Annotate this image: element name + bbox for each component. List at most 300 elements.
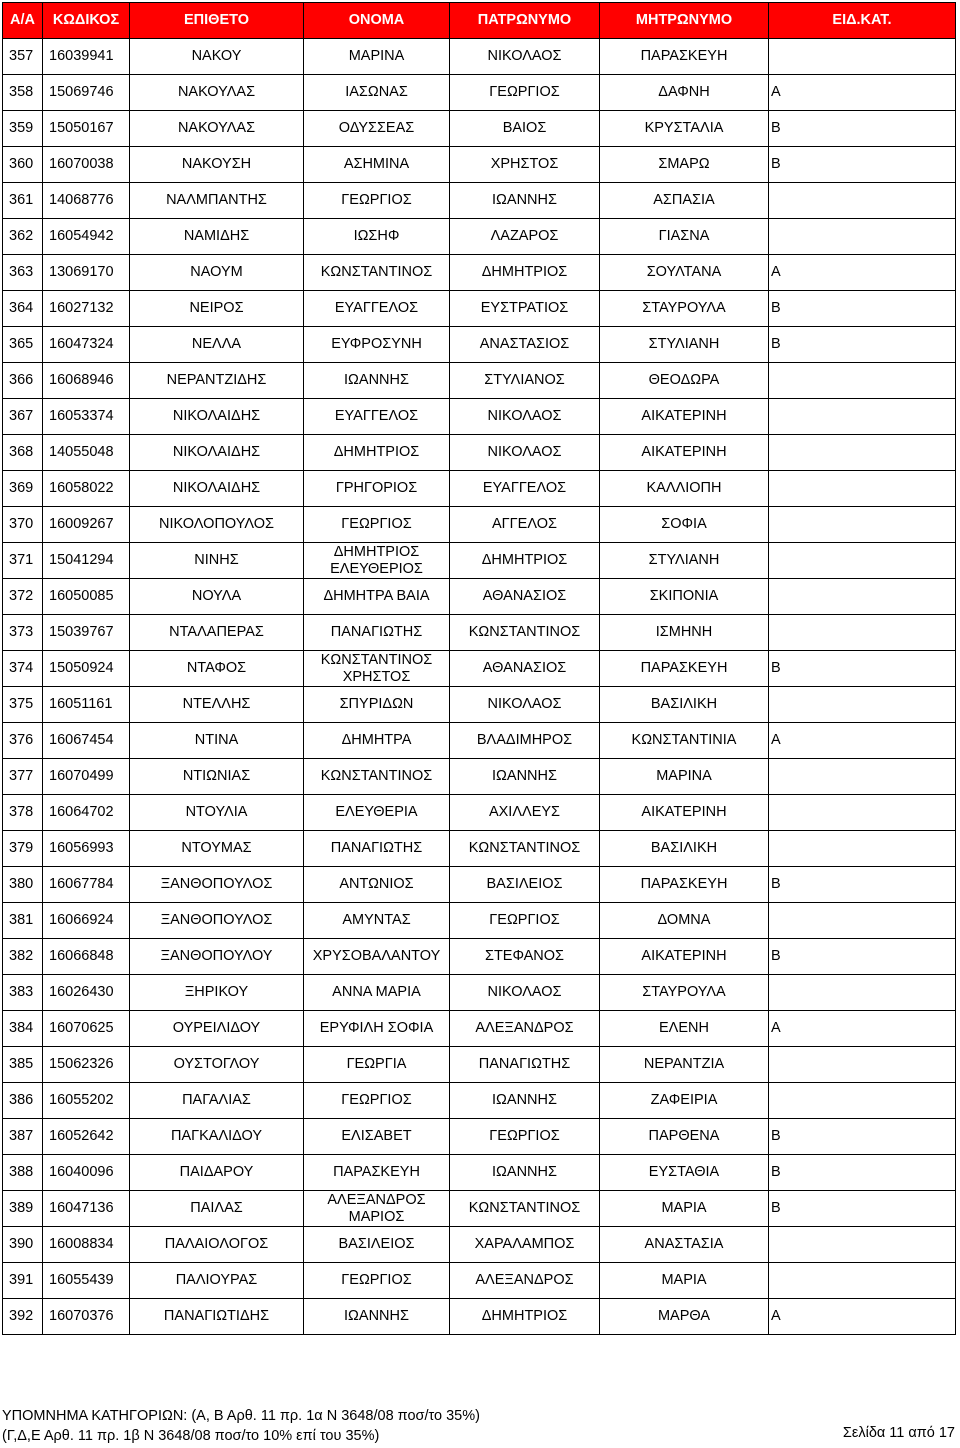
cell-code: 16053374 xyxy=(43,399,130,435)
cell-special-category xyxy=(769,363,956,399)
table-row xyxy=(3,795,956,831)
header-mother-name: ΜΗΤΡΩΝΥΜΟ xyxy=(600,3,769,39)
cell-code: 16026430 xyxy=(43,975,130,1011)
cell-mother-name: ΠΑΡΑΣΚΕΥΗ xyxy=(600,651,769,687)
cell-aa: 373 xyxy=(3,615,43,651)
header-first-name: ΟΝΟΜΑ xyxy=(304,3,450,39)
cell-first-name: ΓΕΩΡΓΙΟΣ xyxy=(304,1083,450,1119)
cell-father-name: ΔΗΜΗΤΡΙΟΣ xyxy=(450,543,600,579)
cell-first-name: ΓΕΩΡΓΙΟΣ xyxy=(304,1263,450,1299)
cell-mother-name: ΑΙΚΑΤΕΡΙΝΗ xyxy=(600,939,769,975)
cell-father-name: ΝΙΚΟΛΑΟΣ xyxy=(450,435,600,471)
cell-code: 16067454 xyxy=(43,723,130,759)
cell-aa: 390 xyxy=(3,1227,43,1263)
cell-mother-name: ΠΑΡΑΣΚΕΥΗ xyxy=(600,867,769,903)
table-row xyxy=(3,1263,956,1299)
table-row xyxy=(3,759,956,795)
cell-special-category: Β xyxy=(769,1191,956,1227)
cell-mother-name: ΣΤΥΛΙΑΝΗ xyxy=(600,543,769,579)
cell-first-name: ΔΗΜΗΤΡΑ xyxy=(304,723,450,759)
cell-father-name: ΑΝΑΣΤΑΣΙΟΣ xyxy=(450,327,600,363)
cell-special-category xyxy=(769,1227,956,1263)
cell-father-name: ΕΥΣΤΡΑΤΙΟΣ xyxy=(450,291,600,327)
cell-special-category: Β xyxy=(769,327,956,363)
cell-code: 14068776 xyxy=(43,183,130,219)
header-special-category: ΕΙΔ.ΚΑΤ. xyxy=(769,3,956,39)
cell-special-category xyxy=(769,759,956,795)
cell-code: 15041294 xyxy=(43,543,130,579)
cell-first-name: ΜΑΡΙΝΑ xyxy=(304,39,450,75)
cell-father-name: ΒΛΑΔΙΜΗΡΟΣ xyxy=(450,723,600,759)
cell-first-name: ΓΕΩΡΓΙΟΣ xyxy=(304,507,450,543)
table-row xyxy=(3,1011,956,1047)
cell-special-category: Β xyxy=(769,291,956,327)
cell-father-name: ΑΧΙΛΛΕΥΣ xyxy=(450,795,600,831)
cell-code: 16058022 xyxy=(43,471,130,507)
cell-mother-name: ΕΥΣΤΑΘΙΑ xyxy=(600,1155,769,1191)
cell-surname: ΟΥΡΕΙΛΙΔΟΥ xyxy=(130,1011,304,1047)
table-row xyxy=(3,1227,956,1263)
table-row xyxy=(3,399,956,435)
table-row xyxy=(3,255,956,291)
table-row xyxy=(3,39,956,75)
cell-father-name: ΙΩΑΝΝΗΣ xyxy=(450,1083,600,1119)
cell-father-name: ΑΘΑΝΑΣΙΟΣ xyxy=(450,651,600,687)
cell-surname: ΠΑΓΑΛΙΑΣ xyxy=(130,1083,304,1119)
cell-first-name: ΟΔΥΣΣΕΑΣ xyxy=(304,111,450,147)
cell-surname: ΝΙΚΟΛΑΙΔΗΣ xyxy=(130,399,304,435)
cell-first-name: ΔΗΜΗΤΡΙΟΣ xyxy=(304,435,450,471)
table-row xyxy=(3,435,956,471)
cell-surname: ΝΙΚΟΛΟΠΟΥΛΟΣ xyxy=(130,507,304,543)
cell-surname: ΠΑΙΛΑΣ xyxy=(130,1191,304,1227)
cell-mother-name: ΒΑΣΙΛΙΚΗ xyxy=(600,831,769,867)
cell-code: 16055439 xyxy=(43,1263,130,1299)
cell-aa: 387 xyxy=(3,1119,43,1155)
cell-aa: 386 xyxy=(3,1083,43,1119)
cell-mother-name: ΘΕΟΔΩΡΑ xyxy=(600,363,769,399)
table-row xyxy=(3,939,956,975)
cell-code: 16009267 xyxy=(43,507,130,543)
cell-mother-name: ΑΙΚΑΤΕΡΙΝΗ xyxy=(600,795,769,831)
table-row xyxy=(3,327,956,363)
cell-code: 16027132 xyxy=(43,291,130,327)
cell-aa: 389 xyxy=(3,1191,43,1227)
cell-code: 16039941 xyxy=(43,39,130,75)
cell-first-name: ΒΑΣΙΛΕΙΟΣ xyxy=(304,1227,450,1263)
cell-mother-name: ΣΟΥΛΤΑΝΑ xyxy=(600,255,769,291)
cell-surname: ΝΤΙΝΑ xyxy=(130,723,304,759)
cell-code: 16052642 xyxy=(43,1119,130,1155)
cell-mother-name: ΚΑΛΛΙΟΠΗ xyxy=(600,471,769,507)
cell-surname: ΝΕΡΑΝΤΖΙΔΗΣ xyxy=(130,363,304,399)
cell-aa: 378 xyxy=(3,795,43,831)
cell-first-name: ΔΗΜΗΤΡΑ ΒΑΙΑ xyxy=(304,579,450,615)
cell-father-name: ΑΛΕΞΑΝΔΡΟΣ xyxy=(450,1263,600,1299)
cell-mother-name: ΜΑΡΙΑ xyxy=(600,1263,769,1299)
cell-code: 15069746 xyxy=(43,75,130,111)
cell-first-name: ΠΑΝΑΓΙΩΤΗΣ xyxy=(304,615,450,651)
table-row xyxy=(3,111,956,147)
cell-special-category xyxy=(769,507,956,543)
cell-first-name: ΠΑΝΑΓΙΩΤΗΣ xyxy=(304,831,450,867)
cell-code: 16070038 xyxy=(43,147,130,183)
cell-father-name: ΙΩΑΝΝΗΣ xyxy=(450,183,600,219)
cell-father-name: ΔΗΜΗΤΡΙΟΣ xyxy=(450,255,600,291)
cell-surname: ΠΑΓΚΑΛΙΔΟΥ xyxy=(130,1119,304,1155)
cell-first-name: ΣΠΥΡΙΔΩΝ xyxy=(304,687,450,723)
cell-first-name: ΙΩΑΝΝΗΣ xyxy=(304,1299,450,1335)
cell-aa: 357 xyxy=(3,39,43,75)
cell-aa: 360 xyxy=(3,147,43,183)
cell-special-category xyxy=(769,1083,956,1119)
cell-surname: ΝΤΙΩΝΙΑΣ xyxy=(130,759,304,795)
cell-aa: 384 xyxy=(3,1011,43,1047)
cell-surname: ΝΤΟΥΛΙΑ xyxy=(130,795,304,831)
table-row xyxy=(3,1155,956,1191)
cell-special-category xyxy=(769,687,956,723)
cell-first-name: ΚΩΝΣΤΑΝΤΙΝΟΣ xyxy=(304,255,450,291)
cell-special-category: Β xyxy=(769,939,956,975)
cell-surname: ΞΑΝΘΟΠΟΥΛΟΣ xyxy=(130,903,304,939)
table-row xyxy=(3,975,956,1011)
cell-first-name: ΕΡΥΦΙΛΗ ΣΟΦΙΑ xyxy=(304,1011,450,1047)
cell-first-name: ΙΩΣΗΦ xyxy=(304,219,450,255)
cell-special-category xyxy=(769,39,956,75)
cell-code: 16040096 xyxy=(43,1155,130,1191)
cell-first-name: ΠΑΡΑΣΚΕΥΗ xyxy=(304,1155,450,1191)
cell-code: 15050924 xyxy=(43,651,130,687)
cell-code: 15050167 xyxy=(43,111,130,147)
cell-first-name: ΑΝΤΩΝΙΟΣ xyxy=(304,867,450,903)
cell-mother-name: ΣΤΑΥΡΟΥΛΑ xyxy=(600,975,769,1011)
cell-code: 16050085 xyxy=(43,579,130,615)
table-row xyxy=(3,831,956,867)
cell-code: 16070625 xyxy=(43,1011,130,1047)
table-row xyxy=(3,507,956,543)
cell-father-name: ΑΘΑΝΑΣΙΟΣ xyxy=(450,579,600,615)
header-row xyxy=(3,3,956,39)
cell-surname: ΠΑΙΔΑΡΟΥ xyxy=(130,1155,304,1191)
cell-mother-name: ΝΕΡΑΝΤΖΙΑ xyxy=(600,1047,769,1083)
cell-aa: 370 xyxy=(3,507,43,543)
page-number: Σελίδα 11 από 17 xyxy=(842,1425,955,1441)
cell-aa: 392 xyxy=(3,1299,43,1335)
cell-first-name: ΑΣΗΜΙΝΑ xyxy=(304,147,450,183)
cell-special-category: Β xyxy=(769,111,956,147)
cell-mother-name: ΜΑΡΘΑ xyxy=(600,1299,769,1335)
cell-code: 15039767 xyxy=(43,615,130,651)
cell-special-category: Α xyxy=(769,255,956,291)
cell-father-name: ΧΑΡΑΛΑΜΠΟΣ xyxy=(450,1227,600,1263)
cell-mother-name: ΔΟΜΝΑ xyxy=(600,903,769,939)
cell-code: 16066848 xyxy=(43,939,130,975)
cell-mother-name: ΑΝΑΣΤΑΣΙΑ xyxy=(600,1227,769,1263)
cell-surname: ΠΑΛΑΙΟΛΟΓΟΣ xyxy=(130,1227,304,1263)
cell-father-name: ΓΕΩΡΓΙΟΣ xyxy=(450,1119,600,1155)
table-row xyxy=(3,1191,956,1227)
cell-aa: 391 xyxy=(3,1263,43,1299)
cell-special-category xyxy=(769,615,956,651)
table-row xyxy=(3,1299,956,1335)
cell-mother-name: ΜΑΡΙΝΑ xyxy=(600,759,769,795)
cell-father-name: ΙΩΑΝΝΗΣ xyxy=(450,1155,600,1191)
cell-mother-name: ΑΣΠΑΣΙΑ xyxy=(600,183,769,219)
cell-father-name: ΑΓΓΕΛΟΣ xyxy=(450,507,600,543)
table-row xyxy=(3,543,956,579)
cell-mother-name: ΓΙΑΣΝΑ xyxy=(600,219,769,255)
cell-mother-name: ΣΤΑΥΡΟΥΛΑ xyxy=(600,291,769,327)
cell-surname: ΝΙΚΟΛΑΙΔΗΣ xyxy=(130,471,304,507)
cell-surname: ΝΑΚΟΥ xyxy=(130,39,304,75)
table-row xyxy=(3,1083,956,1119)
cell-father-name: ΑΛΕΞΑΝΔΡΟΣ xyxy=(450,1011,600,1047)
cell-first-name: ΕΥΦΡΟΣΥΝΗ xyxy=(304,327,450,363)
cell-first-name: ΓΡΗΓΟΡΙΟΣ xyxy=(304,471,450,507)
table-row xyxy=(3,651,956,687)
cell-mother-name: ΑΙΚΑΤΕΡΙΝΗ xyxy=(600,399,769,435)
cell-mother-name: ΔΑΦΝΗ xyxy=(600,75,769,111)
cell-aa: 374 xyxy=(3,651,43,687)
cell-code: 16067784 xyxy=(43,867,130,903)
cell-code: 15062326 xyxy=(43,1047,130,1083)
cell-code: 16070499 xyxy=(43,759,130,795)
cell-father-name: ΝΙΚΟΛΑΟΣ xyxy=(450,39,600,75)
table-row xyxy=(3,903,956,939)
cell-father-name: ΙΩΑΝΝΗΣ xyxy=(450,759,600,795)
cell-special-category xyxy=(769,579,956,615)
cell-surname: ΝΤΕΛΛΗΣ xyxy=(130,687,304,723)
cell-aa: 375 xyxy=(3,687,43,723)
legend-line-1: ΥΠΟΜΝΗΜΑ ΚΑΤΗΓΟΡΙΩΝ: (Α, Β Αρθ. 11 πρ. 1α Ν 3648/08 ποσ/το 35%) xyxy=(2,1408,480,1424)
cell-mother-name: ΚΩΝΣΤΑΝΤΙΝΙΑ xyxy=(600,723,769,759)
cell-code: 16047324 xyxy=(43,327,130,363)
cell-aa: 364 xyxy=(3,291,43,327)
cell-aa: 358 xyxy=(3,75,43,111)
cell-father-name: ΣΤΕΦΑΝΟΣ xyxy=(450,939,600,975)
cell-aa: 376 xyxy=(3,723,43,759)
cell-first-name: ΑΜΥΝΤΑΣ xyxy=(304,903,450,939)
cell-special-category xyxy=(769,471,956,507)
cell-special-category xyxy=(769,795,956,831)
cell-aa: 385 xyxy=(3,1047,43,1083)
cell-father-name: ΓΕΩΡΓΙΟΣ xyxy=(450,903,600,939)
table-row xyxy=(3,579,956,615)
cell-aa: 380 xyxy=(3,867,43,903)
cell-code: 16066924 xyxy=(43,903,130,939)
cell-surname: ΝΑΚΟΥΛΑΣ xyxy=(130,111,304,147)
cell-code: 16070376 xyxy=(43,1299,130,1335)
cell-surname: ΝΤΑΛΑΠΕΡΑΣ xyxy=(130,615,304,651)
cell-aa: 383 xyxy=(3,975,43,1011)
cell-code: 16047136 xyxy=(43,1191,130,1227)
cell-code: 16068946 xyxy=(43,363,130,399)
table-row xyxy=(3,687,956,723)
cell-surname: ΠΑΛΙΟΥΡΑΣ xyxy=(130,1263,304,1299)
cell-special-category xyxy=(769,219,956,255)
cell-special-category: Β xyxy=(769,147,956,183)
cell-mother-name: ΖΑΦΕΙΡΙΑ xyxy=(600,1083,769,1119)
cell-father-name: ΓΕΩΡΓΙΟΣ xyxy=(450,75,600,111)
table-row xyxy=(3,867,956,903)
cell-mother-name: ΠΑΡΘΕΝΑ xyxy=(600,1119,769,1155)
cell-special-category: Β xyxy=(769,1119,956,1155)
cell-code: 16008834 xyxy=(43,1227,130,1263)
cell-surname: ΝΕΙΡΟΣ xyxy=(130,291,304,327)
cell-first-name: ΔΗΜΗΤΡΙΟΣ ΕΛΕΥΘΕΡΙΟΣ xyxy=(304,543,450,579)
cell-aa: 379 xyxy=(3,831,43,867)
cell-mother-name: ΚΡΥΣΤΑΛΙΑ xyxy=(600,111,769,147)
cell-aa: 365 xyxy=(3,327,43,363)
cell-mother-name: ΙΣΜΗΝΗ xyxy=(600,615,769,651)
cell-first-name: ΧΡΥΣΟΒΑΛΑΝΤΟΥ xyxy=(304,939,450,975)
table-row xyxy=(3,1119,956,1155)
table-row xyxy=(3,291,956,327)
cell-mother-name: ΠΑΡΑΣΚΕΥΗ xyxy=(600,39,769,75)
cell-special-category xyxy=(769,399,956,435)
cell-special-category: Α xyxy=(769,1011,956,1047)
cell-first-name: ΕΛΙΣΑΒΕΤ xyxy=(304,1119,450,1155)
cell-first-name: ΓΕΩΡΓΙΟΣ xyxy=(304,183,450,219)
cell-first-name: ΚΩΝΣΤΑΝΤΙΝΟΣ xyxy=(304,759,450,795)
cell-special-category: Α xyxy=(769,723,956,759)
legend-line-2: (Γ,Δ,Ε Αρθ. 11 πρ. 1β Ν 3648/08 ποσ/το 10% επί του 35%) xyxy=(2,1428,380,1444)
cell-special-category: Α xyxy=(769,75,956,111)
cell-first-name: ΓΕΩΡΓΙΑ xyxy=(304,1047,450,1083)
cell-special-category xyxy=(769,543,956,579)
cell-mother-name: ΕΛΕΝΗ xyxy=(600,1011,769,1047)
cell-special-category xyxy=(769,975,956,1011)
cell-mother-name: ΣΟΦΙΑ xyxy=(600,507,769,543)
header-father-name: ΠΑΤΡΩΝΥΜΟ xyxy=(450,3,600,39)
cell-aa: 361 xyxy=(3,183,43,219)
table-row xyxy=(3,183,956,219)
cell-father-name: ΧΡΗΣΤΟΣ xyxy=(450,147,600,183)
cell-aa: 369 xyxy=(3,471,43,507)
cell-surname: ΝΙΚΟΛΑΙΔΗΣ xyxy=(130,435,304,471)
table-row xyxy=(3,75,956,111)
cell-father-name: ΝΙΚΟΛΑΟΣ xyxy=(450,975,600,1011)
cell-father-name: ΕΥΑΓΓΕΛΟΣ xyxy=(450,471,600,507)
cell-special-category xyxy=(769,1263,956,1299)
cell-aa: 363 xyxy=(3,255,43,291)
cell-first-name: ΙΑΣΩΝΑΣ xyxy=(304,75,450,111)
cell-code: 16054942 xyxy=(43,219,130,255)
cell-surname: ΝΙΝΗΣ xyxy=(130,543,304,579)
cell-first-name: ΕΛΕΥΘΕΡΙΑ xyxy=(304,795,450,831)
cell-father-name: ΚΩΝΣΤΑΝΤΙΝΟΣ xyxy=(450,1191,600,1227)
header-surname: ΕΠΙΘΕΤΟ xyxy=(130,3,304,39)
cell-special-category: Β xyxy=(769,1155,956,1191)
cell-code: 16064702 xyxy=(43,795,130,831)
cell-special-category xyxy=(769,903,956,939)
cell-surname: ΝΟΥΛΑ xyxy=(130,579,304,615)
cell-surname: ΞΑΝΘΟΠΟΥΛΟΣ xyxy=(130,867,304,903)
cell-special-category: Β xyxy=(769,867,956,903)
cell-code: 14055048 xyxy=(43,435,130,471)
cell-special-category xyxy=(769,435,956,471)
cell-surname: ΝΤΑΦΟΣ xyxy=(130,651,304,687)
cell-first-name: ΚΩΝΣΤΑΝΤΙΝΟΣ ΧΡΗΣΤΟΣ xyxy=(304,651,450,687)
table-row xyxy=(3,147,956,183)
cell-first-name: ΑΛΕΞΑΝΔΡΟΣ ΜΑΡΙΟΣ xyxy=(304,1191,450,1227)
cell-surname: ΝΑΚΟΥΛΑΣ xyxy=(130,75,304,111)
header-aa: Α/Α xyxy=(3,3,43,39)
cell-father-name: ΒΑΣΙΛΕΙΟΣ xyxy=(450,867,600,903)
cell-surname: ΝΤΟΥΜΑΣ xyxy=(130,831,304,867)
table-row xyxy=(3,219,956,255)
cell-surname: ΞΑΝΘΟΠΟΥΛΟΥ xyxy=(130,939,304,975)
cell-code: 16051161 xyxy=(43,687,130,723)
cell-surname: ΝΑΜΙΔΗΣ xyxy=(130,219,304,255)
cell-special-category xyxy=(769,183,956,219)
cell-first-name: ΕΥΑΓΓΕΛΟΣ xyxy=(304,399,450,435)
table-row xyxy=(3,471,956,507)
header-code: ΚΩΔΙΚΟΣ xyxy=(43,3,130,39)
cell-aa: 381 xyxy=(3,903,43,939)
cell-father-name: ΚΩΝΣΤΑΝΤΙΝΟΣ xyxy=(450,831,600,867)
cell-special-category xyxy=(769,831,956,867)
cell-surname: ΞΗΡΙΚΟΥ xyxy=(130,975,304,1011)
cell-father-name: ΠΑΝΑΓΙΩΤΗΣ xyxy=(450,1047,600,1083)
cell-aa: 362 xyxy=(3,219,43,255)
table-row xyxy=(3,723,956,759)
cell-mother-name: ΑΙΚΑΤΕΡΙΝΗ xyxy=(600,435,769,471)
cell-father-name: ΣΤΥΛΙΑΝΟΣ xyxy=(450,363,600,399)
cell-mother-name: ΒΑΣΙΛΙΚΗ xyxy=(600,687,769,723)
cell-surname: ΝΑΚΟΥΣΗ xyxy=(130,147,304,183)
cell-mother-name: ΜΑΡΙΑ xyxy=(600,1191,769,1227)
candidates-table xyxy=(2,2,956,1335)
cell-special-category xyxy=(769,1047,956,1083)
cell-aa: 366 xyxy=(3,363,43,399)
cell-father-name: ΒΑΙΟΣ xyxy=(450,111,600,147)
cell-father-name: ΛΑΖΑΡΟΣ xyxy=(450,219,600,255)
cell-aa: 372 xyxy=(3,579,43,615)
cell-father-name: ΔΗΜΗΤΡΙΟΣ xyxy=(450,1299,600,1335)
table-row xyxy=(3,1047,956,1083)
cell-special-category: Β xyxy=(769,651,956,687)
cell-special-category: Α xyxy=(769,1299,956,1335)
cell-mother-name: ΣΤΥΛΙΑΝΗ xyxy=(600,327,769,363)
cell-surname: ΟΥΣΤΟΓΛΟΥ xyxy=(130,1047,304,1083)
cell-aa: 367 xyxy=(3,399,43,435)
cell-first-name: ΑΝΝΑ ΜΑΡΙΑ xyxy=(304,975,450,1011)
cell-aa: 382 xyxy=(3,939,43,975)
cell-aa: 377 xyxy=(3,759,43,795)
cell-aa: 368 xyxy=(3,435,43,471)
cell-aa: 359 xyxy=(3,111,43,147)
cell-mother-name: ΣΚΙΠΟΝΙΑ xyxy=(600,579,769,615)
cell-surname: ΝΑΟΥΜ xyxy=(130,255,304,291)
cell-father-name: ΚΩΝΣΤΑΝΤΙΝΟΣ xyxy=(450,615,600,651)
cell-father-name: ΝΙΚΟΛΑΟΣ xyxy=(450,399,600,435)
cell-father-name: ΝΙΚΟΛΑΟΣ xyxy=(450,687,600,723)
cell-mother-name: ΣΜΑΡΩ xyxy=(600,147,769,183)
cell-surname: ΝΑΛΜΠΑΝΤΗΣ xyxy=(130,183,304,219)
cell-first-name: ΙΩΑΝΝΗΣ xyxy=(304,363,450,399)
cell-code: 16056993 xyxy=(43,831,130,867)
cell-surname: ΠΑΝΑΓΙΩΤΙΔΗΣ xyxy=(130,1299,304,1335)
table-row xyxy=(3,363,956,399)
cell-code: 13069170 xyxy=(43,255,130,291)
cell-aa: 388 xyxy=(3,1155,43,1191)
cell-surname: ΝΕΛΛΑ xyxy=(130,327,304,363)
table-row xyxy=(3,615,956,651)
cell-code: 16055202 xyxy=(43,1083,130,1119)
cell-aa: 371 xyxy=(3,543,43,579)
cell-first-name: ΕΥΑΓΓΕΛΟΣ xyxy=(304,291,450,327)
